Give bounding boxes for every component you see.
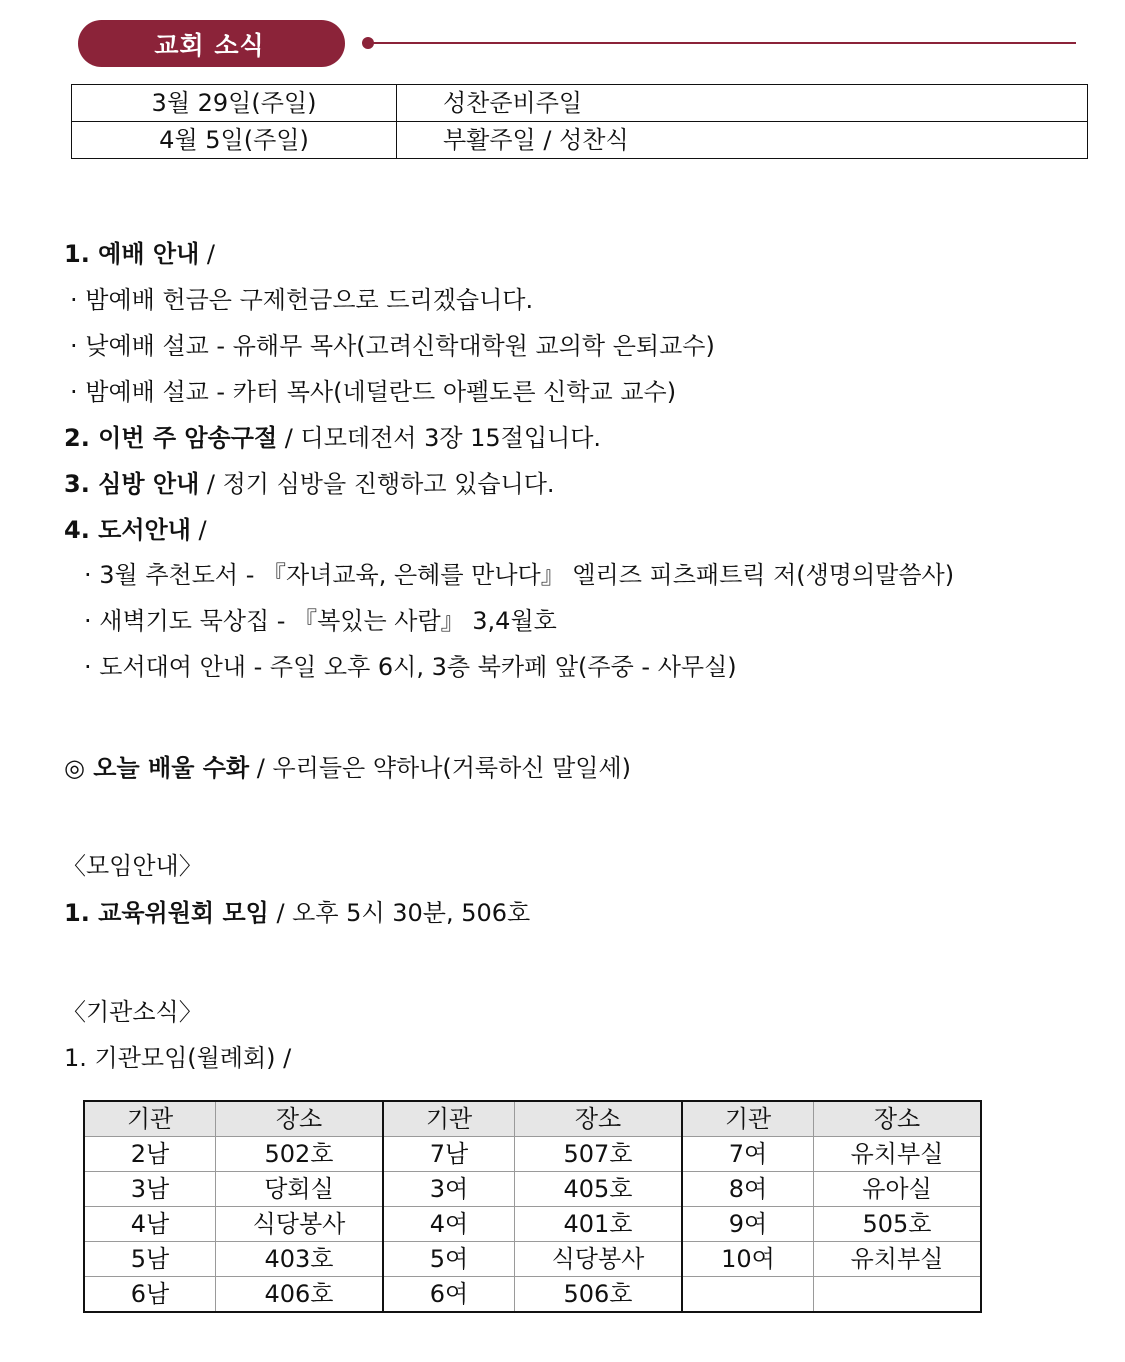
visitation-heading: 3. 심방 안내 (64, 470, 200, 498)
books-heading: 4. 도서안내 (64, 516, 191, 544)
table-cell: 2남 (84, 1137, 216, 1172)
table-row (84, 1172, 981, 1207)
table-row (84, 1242, 981, 1277)
table-cell: 유치부실 (814, 1137, 982, 1172)
books-bullet: · 새벽기도 묵상집 - 『복있는 사람』 3,4월호 (84, 607, 557, 635)
org-meetings-table (83, 1100, 982, 1313)
table-cell: 5여 (383, 1242, 515, 1277)
table-cell: 6여 (383, 1277, 515, 1313)
schedule-table (71, 84, 1088, 159)
section-title: 교회 소식 (154, 30, 265, 60)
table-cell: 3남 (84, 1172, 216, 1207)
meetings-item-heading: 1. 교육위원회 모임 (64, 899, 269, 927)
table-row (84, 1277, 981, 1313)
table-cell: 505호 (814, 1207, 982, 1242)
books-bullet: · 도서대여 안내 - 주일 오후 6시, 3층 북카페 앞(주중 - 사무실) (84, 653, 737, 681)
org-news-item-heading: 1. 기관모임(월례회) (64, 1044, 276, 1072)
hymn-heading: ◎ 오늘 배울 수화 (64, 754, 250, 782)
decorative-rule (370, 42, 1076, 44)
section-title-badge (78, 20, 345, 67)
books-heading-line (64, 515, 207, 545)
column-header: 장소 (216, 1101, 384, 1137)
table-cell: 406호 (216, 1277, 384, 1313)
schedule-row (72, 85, 1088, 122)
table-cell: 405호 (515, 1172, 683, 1207)
table-cell: 10여 (682, 1242, 814, 1277)
table-cell: 507호 (515, 1137, 683, 1172)
table-cell: 3여 (383, 1172, 515, 1207)
worship-bullet: · 밤예배 헌금은 구제헌금으로 드리겠습니다. (70, 286, 534, 314)
schedule-date: 3월 29일(주일) (72, 85, 397, 122)
table-cell (814, 1277, 982, 1313)
memory-verse-heading: 2. 이번 주 암송구절 (64, 424, 278, 452)
table-cell: 4남 (84, 1207, 216, 1242)
worship-heading-line (64, 239, 215, 269)
meetings-item-text: / 오후 5시 30분, 506호 (268, 899, 531, 927)
schedule-row (72, 122, 1088, 159)
hymn-line (64, 753, 631, 783)
table-cell: 403호 (216, 1242, 384, 1277)
table-cell: 5남 (84, 1242, 216, 1277)
table-cell: 유아실 (814, 1172, 982, 1207)
table-cell: 7남 (383, 1137, 515, 1172)
column-header: 장소 (814, 1101, 982, 1137)
table-cell: 9여 (682, 1207, 814, 1242)
table-cell: 8여 (682, 1172, 814, 1207)
visitation-line (64, 469, 555, 499)
column-header: 기관 (682, 1101, 814, 1137)
org-news-item-suffix: / (275, 1044, 292, 1072)
table-cell: 4여 (383, 1207, 515, 1242)
column-header: 기관 (84, 1101, 216, 1137)
table-cell: 7여 (682, 1137, 814, 1172)
column-header: 장소 (515, 1101, 683, 1137)
worship-heading: 1. 예배 안내 (64, 240, 200, 268)
schedule-event: 성찬준비주일 (397, 85, 1088, 122)
table-cell: 당회실 (216, 1172, 384, 1207)
meetings-item-line (64, 898, 530, 928)
worship-bullet: · 낮예배 설교 - 유해무 목사(고려신학대학원 교의학 은퇴교수) (70, 332, 715, 360)
table-cell: 유치부실 (814, 1242, 982, 1277)
schedule-date: 4월 5일(주일) (72, 122, 397, 159)
table-cell: 502호 (216, 1137, 384, 1172)
memory-verse-line (64, 423, 601, 453)
hymn-text: / 우리들은 약하나(거룩하신 말일세) (249, 754, 632, 782)
table-cell: 6남 (84, 1277, 216, 1313)
org-news-item-line (64, 1043, 291, 1073)
table-cell: 401호 (515, 1207, 683, 1242)
books-bullet: · 3월 추천도서 - 『자녀교육, 은혜를 만나다』 엘리즈 피츠패트릭 저(생명의말씀사) (84, 561, 955, 589)
books-heading-suffix: / (190, 516, 207, 544)
column-header: 기관 (383, 1101, 515, 1137)
meetings-section-title: 〈모임안내〉 (62, 852, 203, 880)
table-cell: 506호 (515, 1277, 683, 1313)
table-cell (682, 1277, 814, 1313)
visitation-text: / 정기 심방을 진행하고 있습니다. (199, 470, 555, 498)
worship-bullet: · 밤예배 설교 - 카터 목사(네덜란드 아펠도른 신학교 교수) (70, 378, 677, 406)
table-cell: 식당봉사 (515, 1242, 683, 1277)
schedule-event: 부활주일 / 성찬식 (397, 122, 1088, 159)
org-news-section-title: 〈기관소식〉 (62, 998, 203, 1026)
worship-heading-suffix: / (199, 240, 215, 268)
memory-verse-text: / 디모데전서 3장 15절입니다. (277, 424, 602, 452)
table-header-row (84, 1101, 981, 1137)
table-cell: 식당봉사 (216, 1207, 384, 1242)
table-row (84, 1207, 981, 1242)
table-row (84, 1137, 981, 1172)
